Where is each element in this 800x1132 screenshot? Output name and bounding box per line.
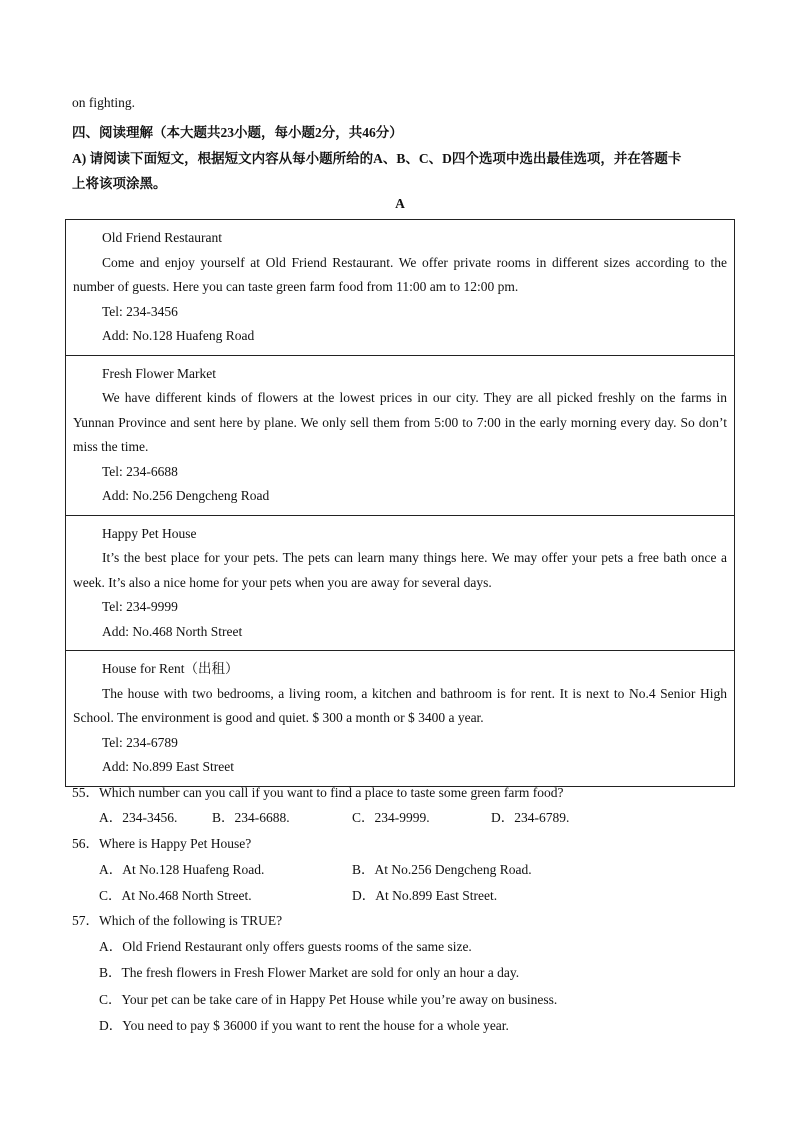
ad-title: Old Friend Restaurant [102,230,222,245]
ad-house-rent [66,651,734,786]
question-57-stem: 57．Which of the following is TRUE? [72,913,283,928]
passage-label: A [395,196,405,211]
continued-text: on fighting. [72,95,135,110]
question-56-option-a[interactable]: A．At No.128 Huafeng Road. [99,862,265,877]
ad-title: Fresh Flower Market [102,365,216,381]
ads-table [65,219,735,787]
ad-tel: Tel: 234-6688 [102,463,178,479]
ad-pet-house [66,516,734,652]
question-57-option-d[interactable]: D．You need to pay $ 36000 if you want to rent the house for a whole year. [99,1018,509,1033]
ad-restaurant [66,220,734,356]
question-56-option-d[interactable]: D．At No.899 East Street. [352,888,498,903]
question-55-option-a[interactable]: A．234-3456. [99,810,178,825]
ad-body: Come and enjoy yourself at Old Friend Restaurant. We offer private rooms in different sizes according to the number of guests. Here you can taste green farm food from 11:00 am to 12:00 pm. [73,254,727,294]
question-57-option-c[interactable]: C．Your pet can be take care of in Happy Pet House while you’re away on business. [99,992,558,1007]
question-56-stem: 56．Where is Happy Pet House? [72,836,252,851]
question-55-option-c[interactable]: C．234-9999. [352,810,430,825]
ad-tel: Tel: 234-6789 [102,734,178,750]
ad-body: We have different kinds of flowers at the lowest prices in our city. They are all picked freshly on the farms in Yunnan Province and sent here by plane. We only sell them from 5:00 to 7:00 in the early morning every day. So don’t miss the time. [73,390,727,454]
ad-address: Add: No.256 Dengcheng Road [102,488,270,503]
question-55-option-d[interactable]: D．234-6789. [491,810,570,825]
ad-tel: Tel: 234-9999 [102,599,178,614]
ad-address: Add: No.899 East Street [102,759,234,774]
question-55-option-b[interactable]: B．234-6688. [212,810,290,825]
ad-body: The house with two bedrooms, a living room, a kitchen and bathroom is for rent. It is next to No.4 Senior High School. The environment is good and quiet. $ 300 a month or $ 3400 a year. [73,685,727,725]
ad-address: Add: No.468 North Street [102,623,243,639]
question-56-option-b[interactable]: B．At No.256 Dengcheng Road. [352,862,532,877]
section-heading: 四、阅读理解（本大题共23小题，每小题2分，共46分） [72,125,403,140]
question-55-stem: 55．Which number can you call if you want to find a place to taste some green farm food? [72,785,564,800]
ad-flower-market [66,356,734,516]
section-instruction-cont: 上将该项涂黑。 [72,176,167,191]
ad-title: House for Rent（出租） [102,661,239,676]
ad-title: Happy Pet House [102,525,197,541]
ad-body: It’s the best place for your pets. The pets can learn many things here. We may offer your pets a free bath once a week. It’s also a nice home for your pets when you are away for several days. [73,550,727,590]
question-57-option-a[interactable]: A．Old Friend Restaurant only offers guests rooms of the same size. [99,939,472,954]
ad-tel: Tel: 234-3456 [102,303,178,319]
question-56-option-c[interactable]: C．At No.468 North Street. [99,888,252,903]
ad-address: Add: No.128 Huafeng Road [102,328,255,343]
section-instruction: A) 请阅读下面短文，根据短文内容从每小题所给的A、B、C、D四个选项中选出最佳选项，并在答题卡 [72,151,682,166]
question-57-option-b[interactable]: B．The fresh flowers in Fresh Flower Market are sold for only an hour a day. [99,965,520,980]
